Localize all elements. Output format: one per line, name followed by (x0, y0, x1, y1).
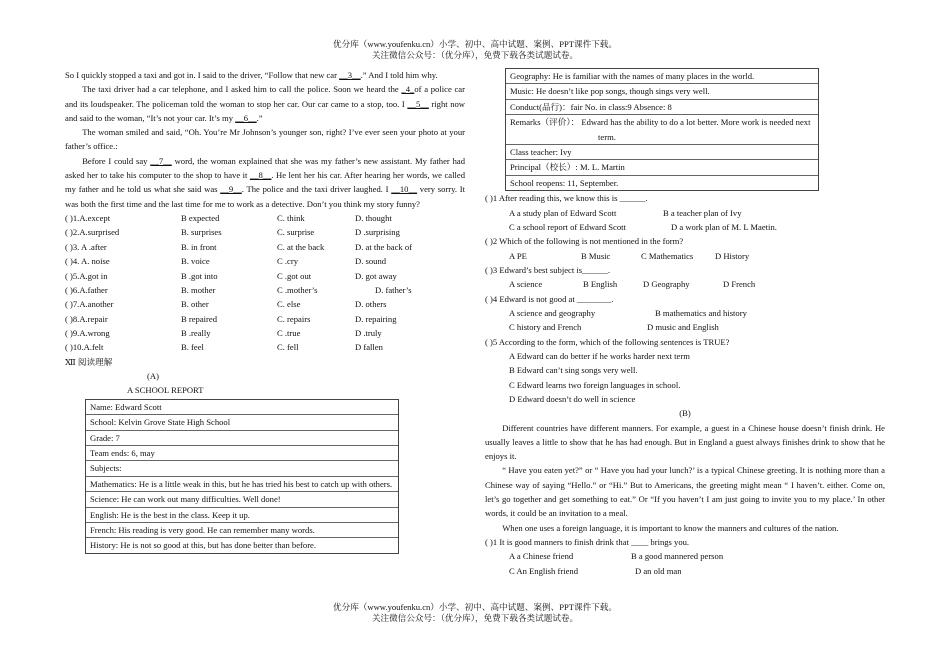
report-row: English: He is the best in the class. Keep it up. (86, 508, 398, 523)
option-row: ( )9.A.wrong B .really C .true D .truly (65, 328, 382, 339)
question-b1: ( )1 It is good manners to finish drink that ____ brings you. A a Chinese friend B a good mannered person C An English friend D an old man (485, 536, 724, 576)
cloze-paragraph-4: Before I could say __7__ word, the woman explained that she was my father’s new assistant. My father had asked her to take his computer to the shop to have it __8__. He lent her his car. After hearing her words, we called my father and he told us what she said was __9__. The police and the taxi driver laughed. I __10__ very sorry. It was both the first time and the last time for me to work as a detective. Don’t you think my story funny? (65, 155, 466, 209)
section-title: Ⅻ 阅读理解 (65, 356, 113, 367)
option-row: ( )5.A.got in B .got into C .got out D. got away (65, 270, 397, 281)
school-report-table-left (85, 399, 399, 554)
cloze-paragraph-2: The taxi driver had a car telephone, and I asked him to call the police. Soon we heard the _4_of a police car and its loudspeaker. The policeman told the woman to stop her car. Our car came to a stop, too. I __5__ right now and said to the woman, “It’s not your car. It’s my __6__.” (65, 84, 466, 123)
cloze-paragraph-3: The woman smiled and said, “Oh. You’re Mr Johnson’s younger son, right? I’ve ever seen your photo at your father’s office.: (65, 127, 465, 152)
cloze-paragraph-1: So I quickly stopped a taxi and got in. I said to the driver, “Follow that new car __3__.” And I told him why. (65, 70, 438, 80)
report-row: Class teacher: Ivy (506, 145, 818, 160)
report-row: Remarks（评价）： Edward has the ability to do a lot better. More work is needed next term. (506, 115, 818, 145)
passage-b-paragraph: Different countries have different manners. For example, a guest in a Chinese house doesn’t finish drink. He usually leaves a little to show that he has had enough. But in England a guest always finishes drink to show that he enjoys it. (485, 422, 885, 462)
report-title: A SCHOOL REPORT (127, 385, 204, 396)
blank-10: __10__ (391, 184, 418, 195)
footer-line-1: 优分库（www.youfenku.cn）小学、初中、高中试题、案例、PPT课件下载。 (333, 602, 617, 612)
report-row: Music: He doesn’t like pop songs, though sings very well. (506, 84, 818, 99)
blank-9: __9__ (220, 184, 242, 195)
blank-8: __8__ (249, 170, 272, 181)
option-row: ( )2.A.surprised B. surprises C. surprise D .surprising (65, 227, 400, 238)
question-a1: ( )1 After reading this, we know this is ______. A a study plan of Edward Scott B a teacher plan of Ivy C a school report of Edward Scott D a work plan of M. L Maetin. (485, 193, 777, 232)
report-row: School reopens: 11, September. (510, 177, 619, 188)
blank-6: __6__ (235, 112, 257, 123)
blank-5: __5__ (407, 98, 429, 109)
right-column (485, 68, 885, 578)
school-report-table-right (505, 68, 819, 191)
report-row: Name: Edward Scott (86, 400, 398, 415)
question-a5: ( )5 According to the form, which of the following sentences is TRUE? A Edward can do better if he works harder next term B Edward can’t sing songs very well. C Edward learns two foreign languages in school. D Edward doesn’t do well in science (485, 336, 730, 404)
question-a2: ( )2 Which of the following is not mentioned in the form? A PE B Music C Mathematics D History (485, 236, 750, 261)
report-row: History: He is not so good at this, but has done better than before. (90, 540, 317, 551)
option-row: ( )6.A.father B. mother C .mother’s D. father’s (65, 284, 412, 295)
passage-b-paragraph: When one uses a foreign language, it is important to know the manners and cultures of the nation. (502, 522, 839, 533)
option-row: ( )4. A. noise B. voice C .cry D. sound (65, 256, 387, 267)
option-row: ( )1.A.except B expected C. think D. thought (65, 212, 392, 223)
blank-7: __7__ (150, 155, 172, 166)
page-header (0, 39, 950, 61)
report-row: Team ends: 6, may (86, 446, 398, 461)
passage-b-paragraph: “ Have you eaten yet?” or “ Have you had your lunch?’ is a typical Chinese greeting. It is nothing more than a Chinese way of saying “Hello.” or “Hi.” But to Americans, the greeting might mean “ I haven’t. either. Come on, let’s go together and get something to eat.” Or “If you haven’t I am just going to invite you to my place.’ In other words, it could be an invitation to a meal. (485, 465, 885, 519)
header-line-2: 关注微信公众号：（优分库），免费下载各类试题试卷。 (371, 50, 579, 60)
left-column (65, 68, 465, 554)
report-row: Geography: He is familiar with the names of many places in the world. (506, 69, 818, 84)
report-row: Grade: 7 (86, 431, 398, 446)
blank-3: __3__ (339, 70, 361, 80)
report-row: French: His reading is very good. He can remember many words. (86, 523, 398, 538)
part-a-label: (A) (147, 371, 159, 382)
question-a3: ( )3 Edward’s best subject is______. A science B English D Geography D French (485, 265, 756, 290)
report-row: Subjects: (86, 461, 398, 476)
header-line-1: 优分库（www.youfenku.cn）小学、初中、高中试题、案例、PPT课件下载。 (333, 39, 617, 49)
report-row: Conduct(品行)：fair No. in class:9 Absence: 8 (506, 100, 818, 115)
cloze-options (65, 211, 465, 355)
blank-4: _4_ (401, 84, 415, 95)
option-row: ( )8.A.repair B repaired C. repairs D. repairing (65, 313, 397, 324)
page-footer (0, 602, 950, 624)
report-row: Science: He can work out many difficulties. Well done! (86, 492, 398, 507)
option-row: ( )10.A.felt B. feel C. fell D fallen (65, 342, 383, 353)
question-a4: ( )4 Edward is not good at ________. A science and geography B mathematics and history C history and French D music and English (485, 293, 747, 333)
report-row: Mathematics: He is a little weak in this, but he has tried his best to catch up with others. (86, 477, 398, 492)
footer-line-2: 关注微信公众号：（优分库），免费下载各类试题试卷。 (371, 613, 579, 623)
option-row: ( )3. A .after B. in front C. at the back D. at the back of (65, 241, 413, 252)
part-b-label: (B) (679, 408, 691, 419)
report-row: Principal（校长）: M. L. Martin (506, 160, 818, 175)
report-row: School: Kelvin Grove State High School (86, 415, 398, 430)
option-row: ( )7.A.another B. other C. else D. others (65, 299, 387, 310)
